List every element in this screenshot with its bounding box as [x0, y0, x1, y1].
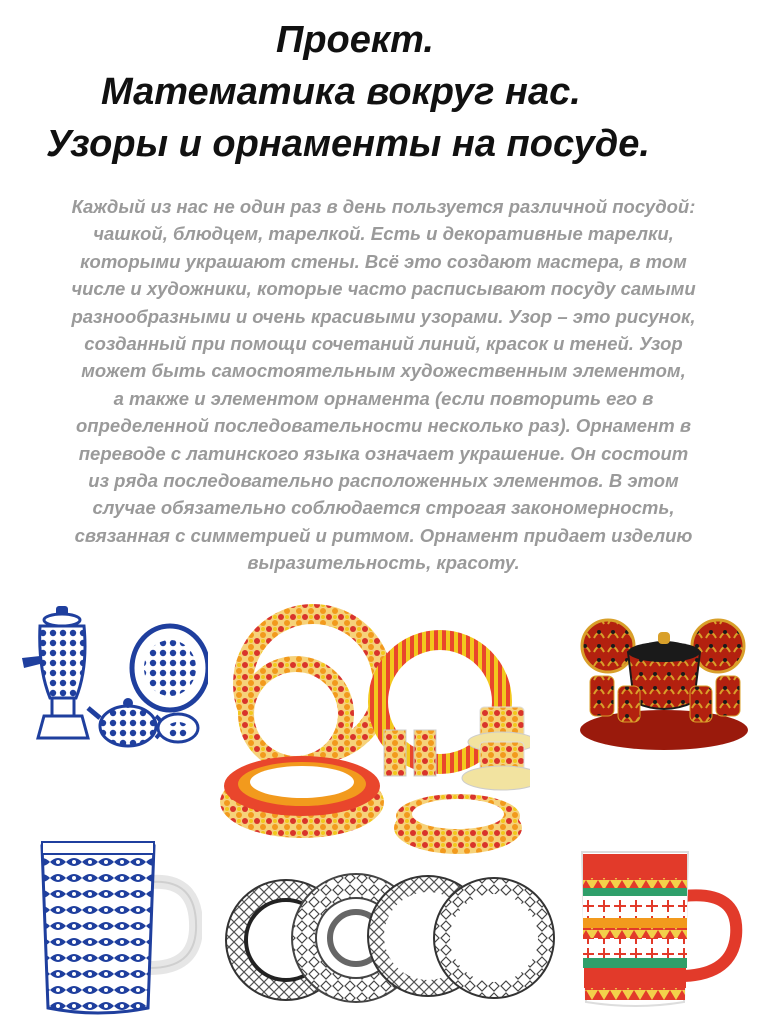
body-line: из ряда последовательно расположенных элементов. В этом	[88, 470, 679, 492]
samovar-icon	[18, 598, 208, 758]
body-line: Каждый из нас не один раз в день пользуется различной посудой:	[71, 196, 696, 217]
plates-icon	[218, 602, 530, 860]
title-line-3: Узоры и орнаменты на посуде.	[46, 123, 650, 165]
body-line: разнообразными и очень красивыми узорами. Узор – это рисунок,	[71, 305, 696, 327]
body-line: чашкой, блюдцем, тарелкой. Есть и декоративные тарелки,	[93, 223, 674, 245]
title-line-2: Математика вокруг нас.	[101, 71, 581, 113]
monochrome-plates-image	[224, 872, 556, 1012]
body-line: созданный при помощи сочетаний линий, красок и теней. Узор	[84, 333, 683, 355]
folk-pattern-mug-image	[580, 850, 744, 1010]
body-line: случае обязательно соблюдается строгая закономерность,	[92, 497, 675, 519]
body-paragraph	[30, 193, 737, 577]
body-line: выразительность, красоту.	[247, 552, 520, 574]
plates-icon	[224, 872, 556, 1012]
body-line: а также и элементом орнамента (если повторить его в	[113, 387, 654, 409]
mug-icon	[34, 838, 202, 1018]
bowl-icon	[578, 612, 750, 752]
body-line: может быть самостоятельным художественным элементом,	[81, 360, 686, 382]
dotted-dinner-set-image	[218, 602, 530, 860]
gzhel-tea-set-image	[18, 598, 208, 758]
khokhloma-set-image	[578, 612, 750, 752]
body-line: определенной последовательности несколько раз). Орнамент в	[76, 415, 691, 437]
body-line: которыми украшают стены. Всё это создают мастера, в том	[80, 250, 687, 272]
body-line: связанная с симметрией и ритмом. Орнамент придает изделию	[74, 524, 693, 546]
body-line: переводе с латинского языка означает украшение. Он состоит	[78, 442, 689, 464]
mug-icon	[580, 850, 744, 1010]
gzhel-mug-image	[34, 838, 202, 1018]
title-line-1: Проект.	[276, 19, 434, 61]
body-line: числе и художники, которые часто расписывают посуду самыми	[71, 278, 696, 300]
